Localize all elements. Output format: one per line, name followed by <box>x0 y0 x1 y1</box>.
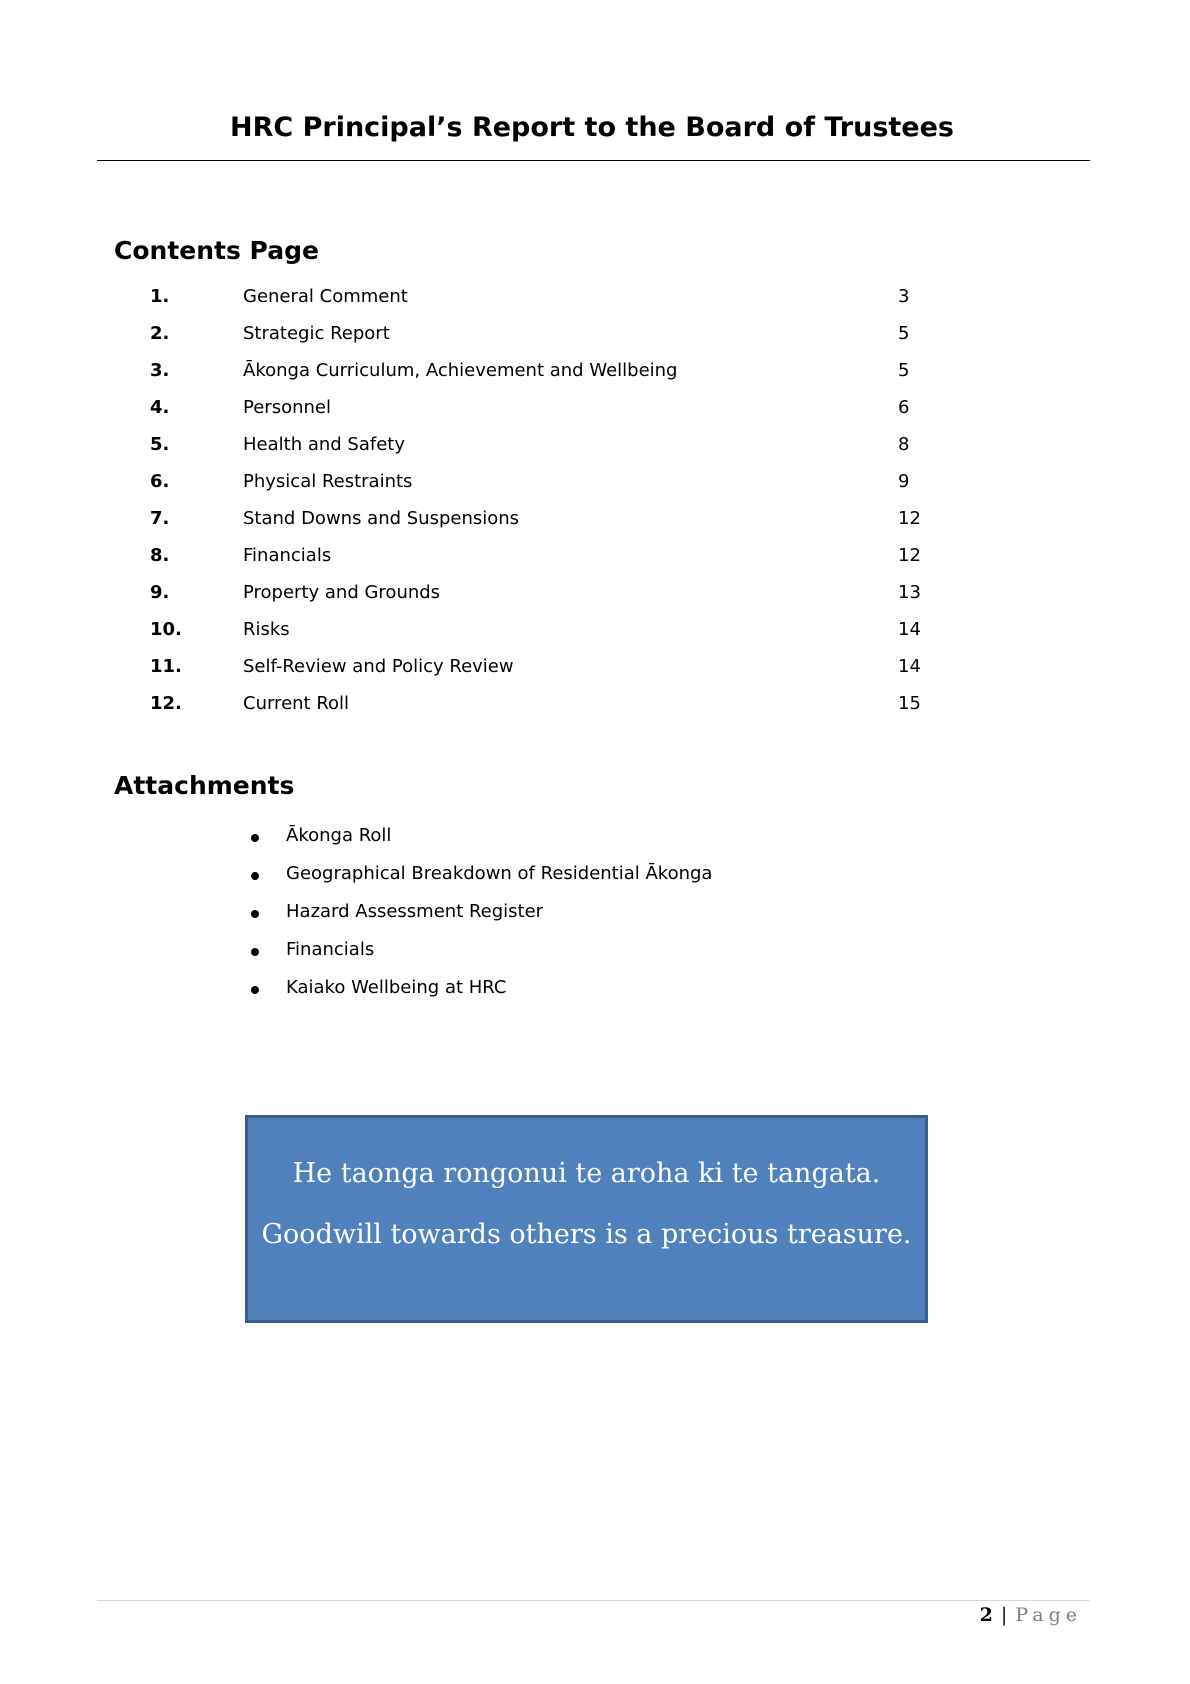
toc-page: 5 <box>898 360 910 381</box>
toc-page: 8 <box>898 434 910 455</box>
toc-title: Current Roll <box>243 693 350 714</box>
toc-row[interactable] <box>0 323 1190 359</box>
toc-row[interactable] <box>0 619 1190 655</box>
toc-number: 5. <box>150 434 170 455</box>
toc-title: Stand Downs and Suspensions <box>243 508 520 529</box>
footer-divider <box>97 1600 1090 1601</box>
toc-page: 12 <box>898 508 921 529</box>
whakatauki-quote-box <box>245 1115 928 1323</box>
toc-row[interactable] <box>0 397 1190 433</box>
bullet-icon <box>251 910 259 918</box>
footer-separator: | <box>1000 1604 1008 1626</box>
toc-title: Property and Grounds <box>243 582 441 603</box>
toc-row[interactable] <box>0 434 1190 470</box>
toc-page: 9 <box>898 471 910 492</box>
toc-page: 3 <box>898 286 910 307</box>
toc-page: 5 <box>898 323 910 344</box>
quote-maori: He taonga rongonui te aroha ki te tangata. <box>292 1158 881 1189</box>
toc-number: 8. <box>150 545 170 566</box>
toc-number: 6. <box>150 471 170 492</box>
attachment-label: Financials <box>286 939 375 960</box>
toc-row[interactable] <box>0 656 1190 692</box>
bullet-icon <box>251 834 259 842</box>
toc-title: Strategic Report <box>243 323 390 344</box>
toc-title: Ākonga Curriculum, Achievement and Wellbeing <box>243 360 678 381</box>
attachment-item <box>0 863 1190 899</box>
toc-number: 7. <box>150 508 170 529</box>
attachment-item <box>0 901 1190 937</box>
toc-title: General Comment <box>243 286 408 307</box>
toc-row[interactable] <box>0 286 1190 322</box>
toc-row[interactable] <box>0 360 1190 396</box>
toc-title: Self-Review and Policy Review <box>243 656 514 677</box>
toc-number: 3. <box>150 360 170 381</box>
attachment-label: Geographical Breakdown of Residential Ākonga <box>286 863 713 884</box>
toc-page: 15 <box>898 693 921 714</box>
toc-title: Personnel <box>243 397 331 418</box>
toc-page: 6 <box>898 397 910 418</box>
contents-heading: Contents Page <box>114 236 319 265</box>
toc-row[interactable] <box>0 471 1190 507</box>
toc-title: Risks <box>243 619 290 640</box>
bullet-icon <box>251 872 259 880</box>
toc-row[interactable] <box>0 582 1190 618</box>
attachment-item <box>0 977 1190 1013</box>
page-footer <box>980 1604 1082 1626</box>
attachment-item <box>0 825 1190 861</box>
quote-english: Goodwill towards others is a precious treasure. <box>261 1219 912 1250</box>
toc-page: 14 <box>898 619 921 640</box>
toc-number: 12. <box>150 693 182 714</box>
attachments-heading: Attachments <box>114 771 295 800</box>
title-divider <box>97 160 1090 161</box>
toc-title: Physical Restraints <box>243 471 413 492</box>
toc-page: 13 <box>898 582 921 603</box>
toc-number: 10. <box>150 619 182 640</box>
toc-number: 1. <box>150 286 170 307</box>
toc-row[interactable] <box>0 545 1190 581</box>
toc-page: 14 <box>898 656 921 677</box>
toc-row[interactable] <box>0 508 1190 544</box>
bullet-icon <box>251 986 259 994</box>
page-number: 2 <box>979 1604 993 1626</box>
toc-number: 2. <box>150 323 170 344</box>
toc-number: 11. <box>150 656 182 677</box>
document-title: HRC Principal’s Report to the Board of Trustees <box>229 112 955 143</box>
toc-title: Financials <box>243 545 332 566</box>
toc-page: 12 <box>898 545 921 566</box>
attachment-label: Hazard Assessment Register <box>286 901 544 922</box>
toc-title: Health and Safety <box>243 434 405 455</box>
toc-number: 9. <box>150 582 170 603</box>
toc-number: 4. <box>150 397 170 418</box>
bullet-icon <box>251 948 259 956</box>
attachment-label: Ākonga Roll <box>286 825 392 846</box>
page-label: Page <box>1015 1604 1082 1626</box>
attachment-label: Kaiako Wellbeing at HRC <box>286 977 507 998</box>
attachment-item <box>0 939 1190 975</box>
toc-row[interactable] <box>0 693 1190 729</box>
